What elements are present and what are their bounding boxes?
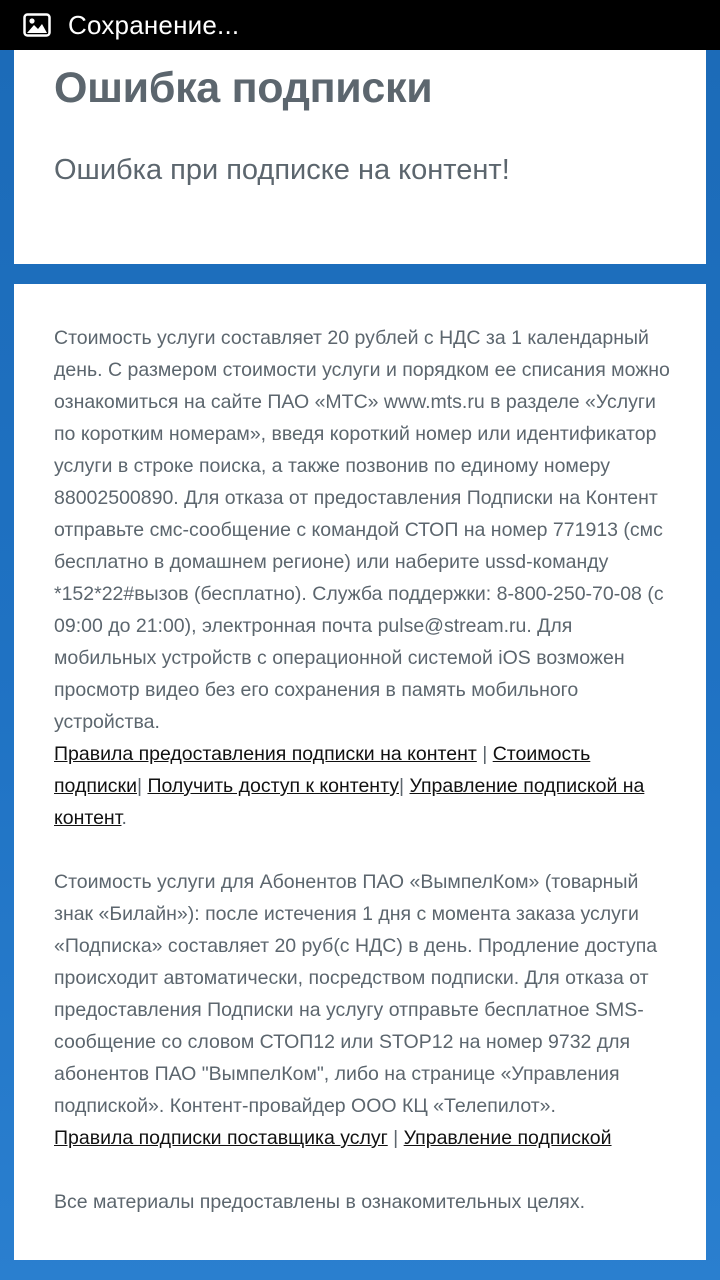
link-terminator: . <box>121 807 127 829</box>
terms-content <box>54 322 674 1218</box>
link-separator: | <box>476 743 493 765</box>
beeline-rules-link[interactable]: Правила подписки поставщика услуг <box>54 1127 388 1149</box>
page-title: Ошибка подписки <box>54 64 433 112</box>
error-message: Ошибка при подписке на контент! <box>54 154 510 186</box>
error-card <box>14 50 706 264</box>
disclaimer-text: Все материалы предоставлены в ознакомительных целях. <box>54 1191 585 1213</box>
beeline-terms-text: Стоимость услуги для Абонентов ПАО «ВымпелКом» (товарный знак «Билайн»): после истечения 1 дня с момента заказа услуги «Подписка» составляет 20 руб(с НДС) в день. Продление доступа происходит автоматически, посредством подписки. Для отказа от предоставления Подписки на услугу отправьте бесплатное SMS-сообщение со словом СТОП12 или STOP12 на номер 9732 для абонентов ПАО "ВымпелКом", либо на странице «Управления подпиской». Контент-провайдер ООО КЦ «Телепилот». <box>54 871 658 1117</box>
mts-terms-text: Стоимость услуги составляет 20 рублей с НДС за 1 календарный день. С размером стоимости услуги и порядком ее списания можно ознакомиться на сайте ПАО «МТС» www.mts.ru в разделе «Услуги по коротким номерам», введя короткий номер или идентификатор услуги в строке поиска, а также позвонив по единому номеру 88002500890. Для отказа от предоставления Подписки на Контент отправьте смс-сообщение с командой СТОП на номер 771913 (смс бесплатно в домашнем регионе) или наберите ussd-команду *152*22#вызов (бесплатно). Служба поддержки: 8-800-250-70-08 (с 09:00 до 21:00), электронная почта pulse@stream.ru. Для мобильных устройств с операционной системой iOS возможен просмотр видео без его сохранения в память мобильного устройства. <box>54 327 670 733</box>
image-icon <box>22 12 52 38</box>
status-text: Сохранение... <box>68 9 240 40</box>
mts-links <box>54 738 674 834</box>
status-bar <box>0 0 720 50</box>
link-separator: | <box>398 775 410 797</box>
mts-manage-link[interactable]: Управление подпиской на контент <box>54 775 645 829</box>
spacer <box>54 1154 674 1186</box>
beeline-links <box>54 1122 674 1154</box>
link-separator: | <box>136 775 148 797</box>
beeline-manage-link[interactable]: Управление подпиской <box>403 1127 612 1149</box>
link-separator: | <box>387 1127 404 1149</box>
mts-rules-link[interactable]: Правила предоставления подписки на контент <box>54 743 477 765</box>
mts-access-link[interactable]: Получить доступ к контенту <box>147 775 399 797</box>
mts-cost-link[interactable]: Стоимость подписки <box>54 743 591 797</box>
terms-card <box>14 284 706 1260</box>
spacer <box>54 834 674 866</box>
